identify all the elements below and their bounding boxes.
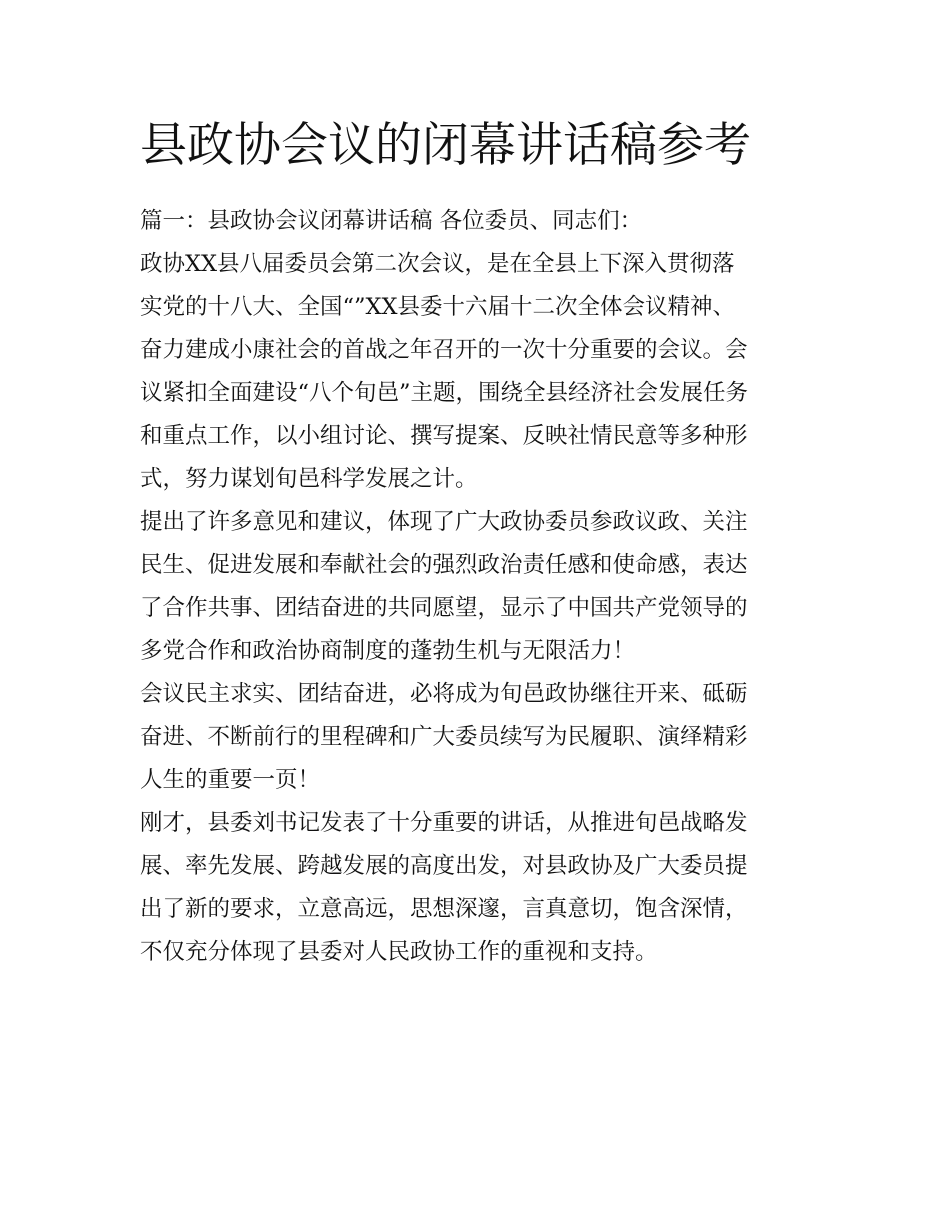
paragraph-speech	[140, 802, 815, 974]
text-line: 篇一：县政协会议闭幕讲话稿 各位委员、同志们：	[140, 208, 643, 234]
text-line: 了合作共事、团结奋进的共同愿望，显示了中国共产党领导的	[140, 595, 748, 621]
text-line: 人生的重要一页！	[140, 767, 321, 793]
text-line: 和重点工作，以小组讨论、撰写提案、反映社情民意等多种形	[140, 423, 748, 449]
text-line: 提出了许多意见和建议，体现了广大政协委员参政议政、关注	[140, 509, 748, 535]
text-line: 政协XX县八届委员会第二次会议，是在全县上下深入贯彻落	[140, 251, 735, 277]
text-line: 奋力建成小康社会的首战之年召开的一次十分重要的会议。会	[140, 337, 748, 363]
text-line: 式，努力谋划旬邑科学发展之计。	[140, 466, 478, 492]
paragraph-suggestions	[140, 501, 815, 673]
paragraph-milestone	[140, 673, 815, 802]
text-line: 出了新的要求，立意高远，思想深邃，言真意切，饱含深情，	[140, 896, 748, 922]
text-line: 会议民主求实、团结奋进，必将成为旬邑政协继往开来、砥砺	[140, 681, 748, 707]
text-line: 多党合作和政治协商制度的蓬勃生机与无限活力！	[140, 638, 636, 664]
text-line: 议紧扣全面建设“八个旬邑”主题，围绕全县经济社会发展任务	[140, 380, 749, 406]
text-line: 实党的十八大、全国“”XX县委十六届十二次全体会议精神、	[140, 294, 736, 320]
text-line: 展、率先发展、跨越发展的高度出发，对县政协及广大委员提	[140, 853, 748, 879]
paragraph-salutation	[140, 200, 815, 243]
document-body	[140, 200, 815, 974]
text-line: 民生、促进发展和奉献社会的强烈政治责任感和使命感，表达	[140, 552, 748, 578]
text-line: 刚才，县委刘书记发表了十分重要的讲话，从推进旬邑战略发	[140, 810, 748, 836]
text-line: 奋进、不断前行的里程碑和广大委员续写为民履职、演绎精彩	[140, 724, 748, 750]
text-line: 不仅充分体现了县委对人民政协工作的重视和支持。	[140, 939, 658, 965]
paragraph-meeting-summary	[140, 243, 815, 501]
document-title: 县政协会议的闭幕讲话稿参考	[140, 118, 751, 173]
